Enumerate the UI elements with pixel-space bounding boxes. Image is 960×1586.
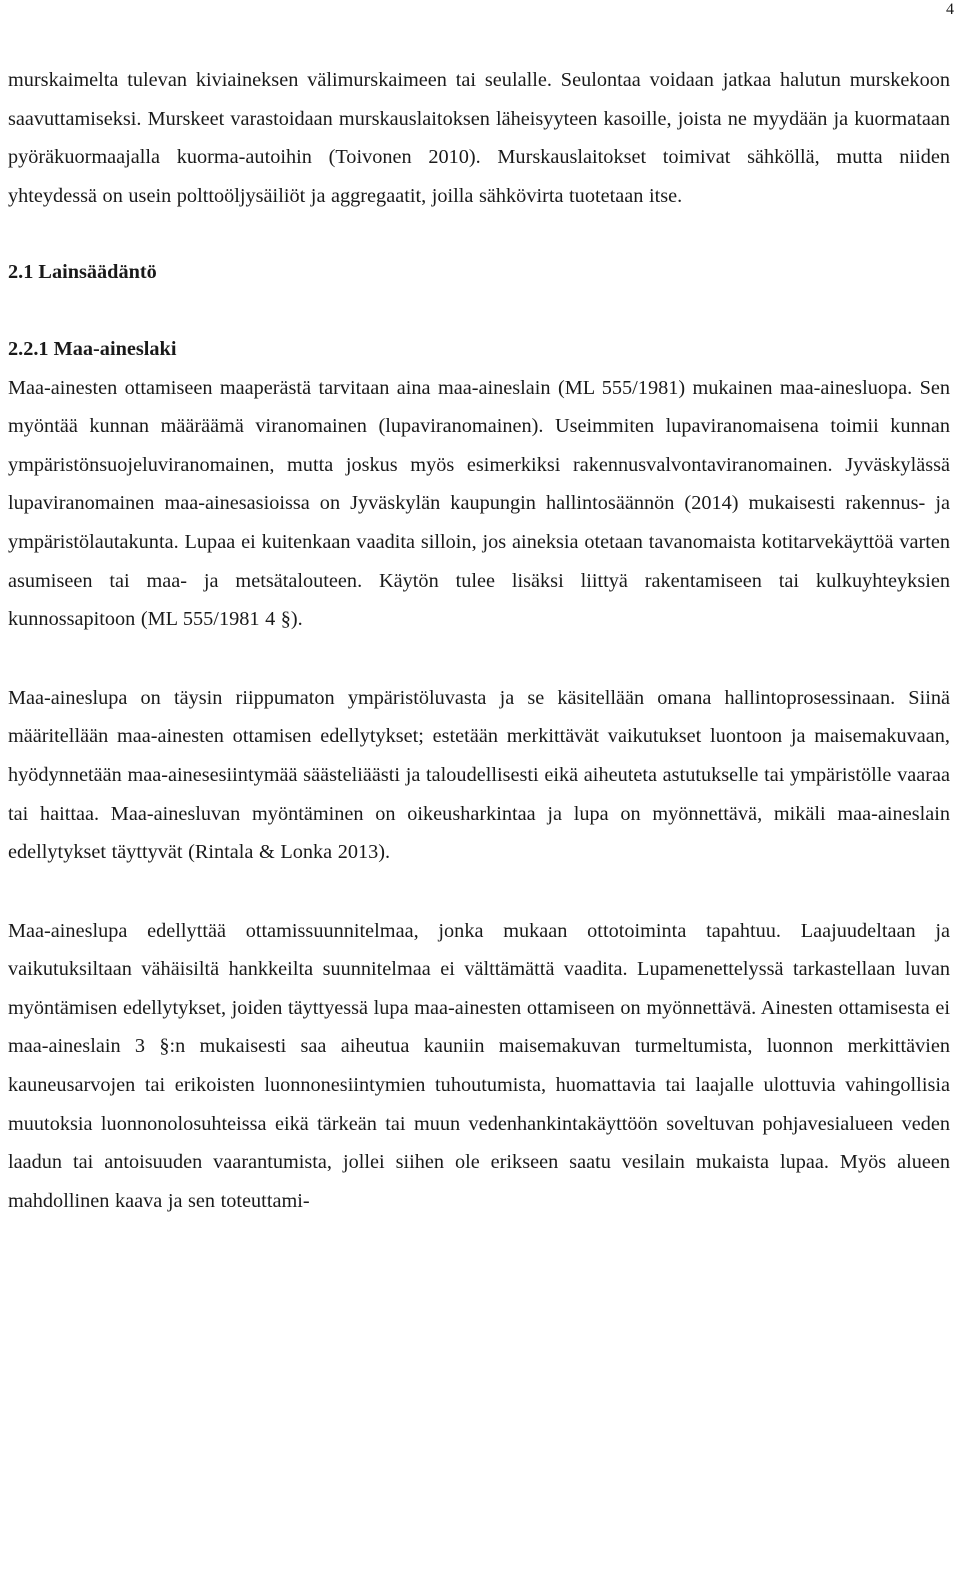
paragraph-maa-aineslaki-2: Maa-aineslupa on täysin riippumaton ympäristöluvasta ja se käsitellään omana hallintoprosessinaan. Siinä määritellään maa-ainesten ottamisen edellytykset; estetään merkittävät vaikutukset luontoon ja maisemakuvaan, hyödynnetään maa-ainesesiintymää säästeliäästi ja taloudellisesti eikä aiheuteta astutukselle tai ympäristölle vaaraa tai haittaa. Maa-ainesluvan myöntäminen on oikeusharkintaa ja lupa on myönnettävä, mikäli maa-aineslain edellytykset täyttyvät (Rintala & Lonka 2013).	[8, 686, 950, 864]
subsection-heading: 2.2.1 Maa-aineslaki	[8, 337, 177, 360]
paragraph-intro: murskaimelta tulevan kiviaineksen välimurskaimeen tai seulalle. Seulontaa voidaan jatkaa halutun murskekoon saavuttamiseksi. Murskeet varastoidaan murskauslaitoksen läheisyyteen kasoille, joista ne myydään ja kuormataan pyöräkuormaajalla kuorma-autoihin (Toivonen 2010). Murskauslaitokset toimivat sähköllä, mutta niiden yhteydessä on usein polttoöljysäiliöt ja aggregaatit, joilla sähkövirta tuotetaan itse.	[8, 69, 950, 207]
document-body	[8, 61, 950, 1220]
section-heading: 2.1 Lainsäädäntö	[8, 261, 157, 284]
paragraph-maa-aineslaki-1: Maa-ainesten ottamiseen maaperästä tarvitaan aina maa-aineslain (ML 555/1981) mukainen maa-ainesluopa. Sen myöntää kunnan määräämä viranomainen (lupaviranomainen). Useimmiten lupaviranomaisena toimii kunnan ympäristönsuojeluviranomainen, mutta joskus myös esimerkiksi rakennusvalvontaviranomainen. Jyväskylässä lupaviranomainen maa-ainesasioissa on Jyväskylän kaupungin hallintosäännön (2014) mukaisesti rakennus- ja ympäristölautakunta. Lupaa ei kuitenkaan vaadita silloin, jos aineksia otetaan tavanomaista kotitarvekäyttöä varten asumiseen tai maa- ja metsätalouteen. Käytön tulee lisäksi liittyä rakentamiseen tai kulkuyhteyksien kunnossapitoon (ML 555/1981 4 §).	[8, 376, 950, 631]
paragraph-maa-aineslaki-3: Maa-aineslupa edellyttää ottamissuunnitelmaa, jonka mukaan ottotoiminta tapahtuu. Laajuudeltaan ja vaikutuksiltaan vähäisiltä hankkeilta suunnitelmaa ei välttämättä vaadita. Lupamenettelyssä tarkastellaan luvan myöntämisen edellytykset, joiden täyttyessä lupa maa-ainesten ottamiseen on myönnettävä. Ainesten ottamisesta ei maa-aineslain 3 §:n mukaisesti saa aiheutua kauniin maisemakuvan turmeltumista, luonnon merkittävien kauneusarvojen tai erikoisten luonnonesiintymien tuhoutumista, huomattavia tai laajalle ulottuvia vahingollisia muutoksia luonnonolosuhteissa eikä tärkeän tai muun vedenhankintakäyttöön soveltuvan pohjavesialueen veden laadun tai antoisuuden vaarantumista, jollei siihen ole erikseen saatu vesilain mukaista lupaa. Myös alueen mahdollinen kaava ja sen toteuttami-	[8, 919, 950, 1212]
page-number: 4	[946, 1, 954, 18]
